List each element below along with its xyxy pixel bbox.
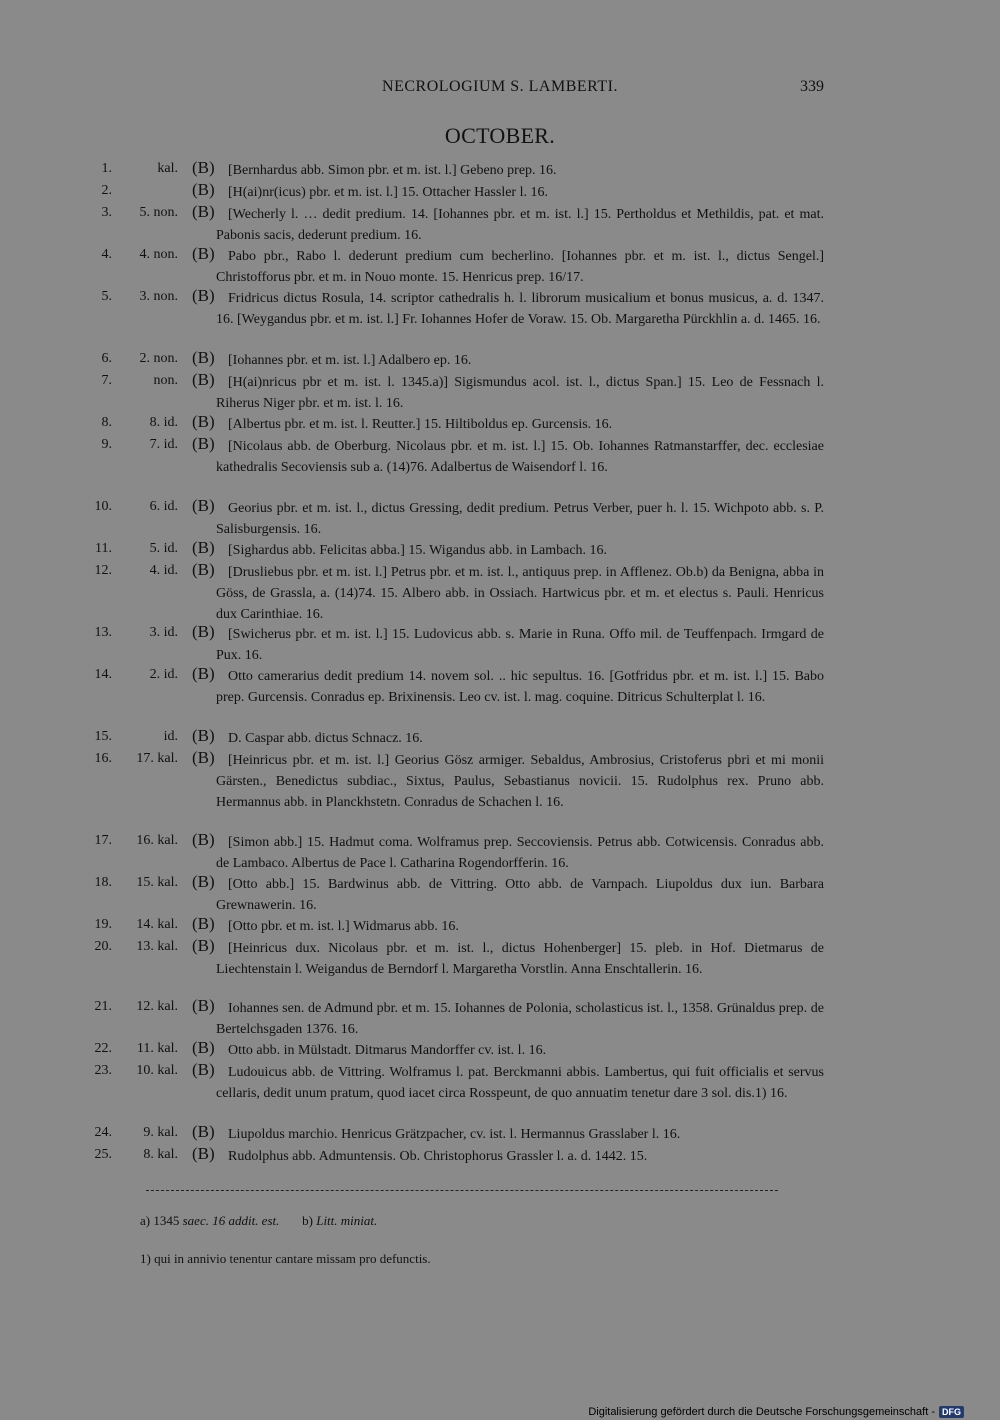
page-header (0, 78, 1000, 100)
entry-day-number: 20. (94, 939, 112, 954)
entry-text: [Sighardus abb. Felicitas abba.] 15. Wigandus abb. in Lambach. 16. (228, 543, 608, 558)
entry-text: [Heinricus pbr. et m. ist. l.] Georius Gösz armiger. Sebaldus, Ambrosius, Cristoferus pbri et mi monii Gärsten., Benedictus subdiac., Sixtus, Paulus, Sebastianus novicii. 15. Rudolphus rex. Pruno abb. Hermannus abb. in Planckhstetn. Conradus de Schachen l. 16. (216, 753, 824, 810)
entry-roman-date: 5. id. (149, 541, 178, 556)
entry-day-number: 4. (101, 247, 112, 262)
entry-day-number: 22. (94, 1041, 112, 1056)
entry-source-siglum: (B) (192, 370, 215, 389)
entry-source-siglum: (B) (192, 622, 215, 641)
month-heading: OCTOBER. (444, 123, 556, 148)
entry-source-siglum: (B) (192, 1038, 215, 1057)
entry-text: [Swicherus pbr. et m. ist. l.] 15. Ludovicus abb. s. Marie in Runa. Offo mil. de Teuffenpach. Irmgard de Pux. 16. (216, 627, 824, 663)
entry-day-number: 18. (94, 875, 112, 890)
entry-text: [Otto abb.] 15. Bardwinus abb. de Vittring. Otto abb. de Varnpach. Liupoldus dux iun. Barbara Grewnawerin. 16. (216, 877, 824, 913)
footnote-divider (146, 1190, 778, 1191)
entry-text: [Wecherly l. … dedit predium. 14. [Iohannes pbr. et m. ist. l.] 15. Pertholdus et Methildis, pat. et mat. Pabonis sacis, dederunt predium. 16. (216, 207, 824, 243)
entry-text: D. Caspar abb. dictus Schnacz. 16. (228, 731, 423, 746)
entry-source-siglum: (B) (192, 180, 215, 199)
entry-roman-date: 9. kal. (143, 1125, 178, 1140)
entry-source-siglum: (B) (192, 496, 215, 515)
entry-roman-date: 3. id. (149, 625, 178, 640)
entry-roman-date: 4. non. (139, 247, 178, 262)
entry-day-number: 6. (101, 351, 112, 366)
entry-source-siglum: (B) (192, 560, 215, 579)
entry-roman-date: 2. non. (139, 351, 178, 366)
entry-day-number: 11. (95, 541, 112, 556)
entry-source-siglum: (B) (192, 872, 215, 891)
entry-source-siglum: (B) (192, 202, 215, 221)
entry-text: Otto camerarius dedit predium 14. novem sol. .. hic sepultus. 16. [Gotfridus pbr. et m. ist. l.] 15. Babo prep. Gurcensis. Conradus ep. Brixinensis. Leo cv. ist. l. mag. coquine. Ditricus Schulterplat l. 16. (216, 669, 824, 705)
entry-source-siglum: (B) (192, 1060, 215, 1079)
entry-roman-date: 14. kal. (136, 917, 178, 932)
entry-source-siglum: (B) (192, 748, 215, 767)
entry-source-siglum: (B) (192, 936, 215, 955)
entry-source-siglum: (B) (192, 664, 215, 683)
entry-day-number: 21. (94, 999, 112, 1014)
footnote-b-text: Litt. miniat. (316, 1213, 378, 1228)
entry-roman-date: 3. non. (139, 289, 178, 304)
entry-day-number: 9. (101, 437, 112, 452)
entry-text: Otto abb. in Mülstadt. Ditmarus Mandorffer cv. ist. l. 16. (228, 1043, 547, 1058)
entry-day-number: 23. (94, 1063, 112, 1078)
entry-text: [Nicolaus abb. de Oberburg. Nicolaus pbr. et m. ist. l.] 15. Ob. Iohannes Ratmanstarffer, dec. ecclesiae kathedralis Secoviensis sub a. (14)76. Adalbertus de Waisendorf l. 16. (216, 439, 824, 475)
entry-roman-date: 15. kal. (136, 875, 178, 890)
entry-source-siglum: (B) (192, 1144, 215, 1163)
entry-roman-date: 12. kal. (136, 999, 178, 1014)
entry-day-number: 16. (94, 751, 112, 766)
entry-day-number: 14. (94, 667, 112, 682)
entry-day-number: 13. (94, 625, 112, 640)
entry-roman-date: id. (163, 729, 178, 744)
entry-roman-date: kal. (157, 161, 178, 176)
entry-roman-date: 4. id. (149, 563, 178, 578)
entry-roman-date: 6. id. (149, 499, 178, 514)
entry-text: [Simon abb.] 15. Hadmut coma. Wolframus prep. Seccoviensis. Petrus abb. Cotwicensis. Conradus abb. de Lambaco. Albertus de Pace l. Catharina Rogendorfferin. 16. (216, 835, 824, 871)
entry-day-number: 19. (94, 917, 112, 932)
page-number: 339 (800, 78, 824, 95)
entry-roman-date: 17. kal. (136, 751, 178, 766)
footnote-b-marker: b) (302, 1213, 313, 1228)
entry-day-number: 15. (94, 729, 112, 744)
entry-text: Liupoldus marchio. Henricus Grätzpacher, cv. ist. l. Hermannus Grasslaber l. 16. (228, 1127, 681, 1142)
entry-source-siglum: (B) (192, 412, 215, 431)
entry-day-number: 2. (101, 183, 112, 198)
entry-text: [Drusliebus pbr. et m. ist. l.] Petrus pbr. et m. ist. l., antiquus prep. in Afflenez. Ob.b) da Benigna, abba in Göss, de Grassla, a. (14)74. 15. Albero abb. in Ossiach. Hartwicus pbr. et m. et electus s. Pauli. Henricus dux Carinthiae. 16. (216, 565, 824, 622)
entry-source-siglum: (B) (192, 244, 215, 263)
entry-source-siglum: (B) (192, 348, 215, 367)
entry-source-siglum: (B) (192, 914, 215, 933)
footnote-a (140, 1213, 377, 1229)
entry-text: Rudolphus abb. Admuntensis. Ob. Christophorus Grassler l. a. d. 1442. 15. (228, 1149, 648, 1164)
entry-day-number: 17. (94, 833, 112, 848)
entry-roman-date: 16. kal. (136, 833, 178, 848)
entry-text: Iohannes sen. de Admund pbr. et m. 15. Iohannes de Polonia, scholasticus ist. l., 1358. Grünaldus prep. de Bertelchsgaden 1376. 16. (216, 1001, 824, 1037)
entry-text: [Albertus pbr. et m. ist. l. Reutter.] 15. Hiltiboldus ep. Gurcensis. 16. (228, 417, 613, 432)
entry-source-siglum: (B) (192, 158, 215, 177)
entry-day-number: 5. (101, 289, 112, 304)
entry-roman-date: 8. kal. (143, 1147, 178, 1162)
entry-roman-date: 2. id. (149, 667, 178, 682)
entry-source-siglum: (B) (192, 538, 215, 557)
entry-day-number: 8. (101, 415, 112, 430)
entry-source-siglum: (B) (192, 726, 215, 745)
entry-text: [H(ai)nricus pbr et m. ist. l. 1345.a)] Sigismundus acol. ist. l., dictus Span.] 15. Leo de Fessnach l. Riherus Niger pbr. et m. ist. l. 16. (216, 375, 824, 411)
entry-day-number: 3. (101, 205, 112, 220)
dfg-credit-text: Digitalisierung gefördert durch die Deutsche Forschungsgemeinschaft - (588, 1406, 935, 1418)
entry-source-siglum: (B) (192, 434, 215, 453)
entry-day-number: 12. (94, 563, 112, 578)
footnote-a-text: saec. 16 addit. est. (182, 1213, 280, 1228)
entry-source-siglum: (B) (192, 830, 215, 849)
entry-text: [Otto pbr. et m. ist. l.] Widmarus abb. 16. (228, 919, 459, 934)
entry-roman-date: 13. kal. (136, 939, 178, 954)
footnote-1: 1) qui in annivio tenentur cantare missam pro defunctis. (140, 1251, 431, 1266)
entry-source-siglum: (B) (192, 1122, 215, 1141)
entry-text: [Bernhardus abb. Simon pbr. et m. ist. l.] Gebeno prep. 16. (228, 163, 557, 178)
entry-day-number: 10. (94, 499, 112, 514)
footnote-a-value: 1345 (153, 1213, 180, 1228)
entry-text: Fridricus dictus Rosula, 14. scriptor cathedralis h. l. librorum musicalium et bonus musicus, a. d. 1347. 16. [Weygandus pbr. et m. ist. l.] Fr. Iohannes Hofer de Voraw. 15. Ob. Margaretha Pürckhlin a. d. 1465. 16. (216, 291, 824, 327)
entry-text: [Heinricus dux. Nicolaus pbr. et m. ist. l., dictus Hohenberger] 15. pleb. in Hof. Dietmarus de Liechtenstain l. Weigandus de Berndorf l. Margaretha Vorstlin. Anna Enschtallerin. 16. (216, 941, 824, 977)
entry-day-number: 1. (101, 161, 112, 176)
entry-roman-date: 10. kal. (136, 1063, 178, 1078)
entry-roman-date: non. (153, 373, 178, 388)
entry-source-siglum: (B) (192, 286, 215, 305)
entry-text: Pabo pbr., Rabo l. dederunt predium cum becherlino. [Iohannes pbr. et m. ist. l., dictus Sengel.] Christofforus pbr. et m. in Nouo monte. 15. Henricus prep. 16/17. (216, 249, 824, 285)
entry-source-siglum: (B) (192, 996, 215, 1015)
entry-roman-date: 7. id. (149, 437, 178, 452)
entry-day-number: 7. (101, 373, 112, 388)
dfg-logo-icon: DFG (939, 1406, 964, 1418)
entry-text: Georius pbr. et m. ist. l., dictus Gressing, dedit predium. Petrus Verber, puer h. l. 15. Wichpoto abb. s. P. Salisburgensis. 16. (216, 501, 824, 537)
entry-day-number: 25. (94, 1147, 112, 1162)
entry-roman-date: 11. kal. (136, 1041, 178, 1056)
entry-text: Ludouicus abb. de Vittring. Wolframus l. pat. Berckmanni abbis. Lambertus, qui fuit officialis et servus cellaris, dedit unum pratum, quod iacet circa Rosspeunt, de quo annuatim tenetur dare 3 sol. dis.1) 16. (216, 1065, 824, 1101)
entry-roman-date: 8. id. (149, 415, 178, 430)
footnote-a-marker: a) (140, 1213, 151, 1228)
running-title: NECROLOGIUM S. LAMBERTI. (382, 78, 618, 95)
entry-day-number: 24. (94, 1125, 112, 1140)
entry-roman-date: 5. non. (139, 205, 178, 220)
dfg-credit (588, 1404, 964, 1420)
entry-text: [Iohannes pbr. et m. ist. l.] Adalbero ep. 16. (228, 353, 472, 368)
entry-text: [H(ai)nr(icus) pbr. et m. ist. l.] 15. Ottacher Hassler l. 16. (228, 185, 548, 200)
